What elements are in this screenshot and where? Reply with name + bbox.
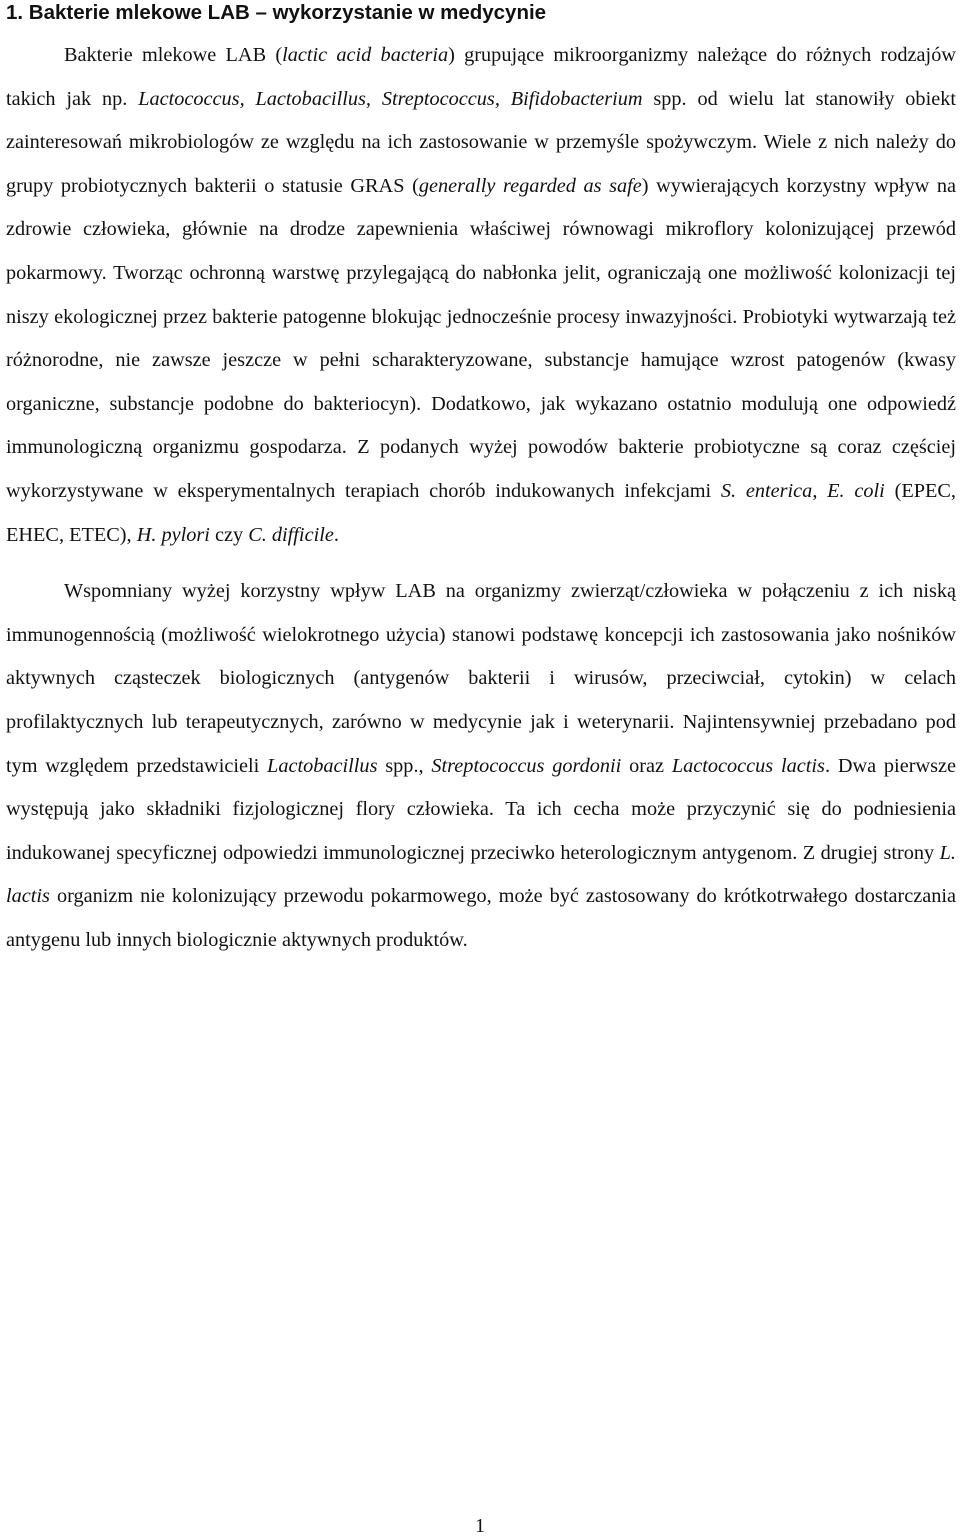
text-run: spp. od wielu lat stanowiły obiekt zainteresowań mikrobiologów ze względu na ich zastosowanie w przemyśle spożywczym. Wiele z nich należy do grupy probiotycznych bakterii o statusie GRAS ( [6, 87, 956, 197]
italic-run: E. coli [827, 479, 885, 502]
text-run: . [333, 523, 339, 546]
italic-run: S. enterica [720, 479, 813, 502]
italic-run: Lactococcus, Lactobacillus, Streptococcus, Bifidobacterium [138, 87, 643, 110]
page-number: 1 [475, 1515, 485, 1537]
section-heading: 1. Bakterie mlekowe LAB – wykorzystanie w medycynie [6, 1, 547, 24]
text-run: (EPEC, EHEC, ETEC), [6, 479, 956, 546]
paragraph-1 [6, 34, 956, 557]
paragraph-2 [6, 570, 956, 962]
italic-run: Streptococcus gordonii [431, 754, 622, 777]
italic-run: generally regarded as safe [418, 174, 642, 197]
italic-run: C. difficile [248, 523, 334, 546]
italic-run: lactic acid bacteria [282, 44, 449, 66]
text-run: . Dwa pierwsze występują jako składniki fizjologicznej flory człowieka. Ta ich cecha może przyczynić się do podniesienia indukowanej specyficznej odpowiedzi immunologicznej przeciwko heterologicznym antygenom. Z drugiej strony [6, 754, 956, 864]
italic-run: H. pylori [136, 523, 210, 546]
text-run: ) grupujące mikroorganizmy należące do różnych rodzajów takich jak np. [6, 44, 956, 110]
text-run: czy [209, 523, 249, 546]
text-run: Wspomniany wyżej korzystny wpływ LAB na organizmy zwierząt/człowieka w połączeniu z ich niską immunogennością (możliwość wielokrotnego użycia) stanowi podstawę koncepcji ich zastosowania jako nośników aktywnych cząsteczek biologicznych (antygenów bakterii i wirusów, przeciwciał, cytokin) w celach profilaktycznych lub terapeutycznych, zarówno w medycynie jak i weterynarii. Najintensywniej przebadano pod tym względem przedstawicieli [6, 580, 956, 777]
text-run: spp., [377, 754, 432, 777]
italic-run: Lactobacillus [267, 754, 378, 777]
text-run: organizm nie kolonizujący przewodu pokarmowego, może być zastosowany do krótkotrwałego dostarczania antygenu lub innych biologicznie aktywnych produktów. [6, 885, 956, 951]
italic-run: Lactococcus lactis [671, 754, 825, 777]
text-run: , [812, 479, 828, 502]
text-run: ) wywierających korzystny wpływ na zdrowie człowieka, głównie na drodze zapewnienia właściwej równowagi mikroflory kolonizującej przewód pokarmowy. Tworząc ochronną warstwę przylegającą do nabłonka jelit, ograniczają one możliwość kolonizacji tej niszy ekologicznej przez bakterie patogenne blokując jednocześnie procesy inwazyjności. Probiotyki wytwarzają też różnorodne, nie zawsze jeszcze w pełni scharakteryzowane, substancje hamujące wzrost patogenów (kwasy organiczne, substancje podobne do bakteriocyn). Dodatkowo, jak wykazano ostatnio modulują one odpowiedź immunologiczną organizmu gospodarza. Z podanych wyżej powodów bakterie probiotyczne są coraz częściej wykorzystywane w eksperymentalnych terapiach chorób indukowanych infekcjami [6, 174, 956, 502]
document-page [6, 0, 956, 962]
text-run: Bakterie mlekowe LAB ( [64, 44, 283, 66]
text-run: oraz [621, 754, 672, 777]
italic-run: L. lactis [6, 841, 956, 908]
